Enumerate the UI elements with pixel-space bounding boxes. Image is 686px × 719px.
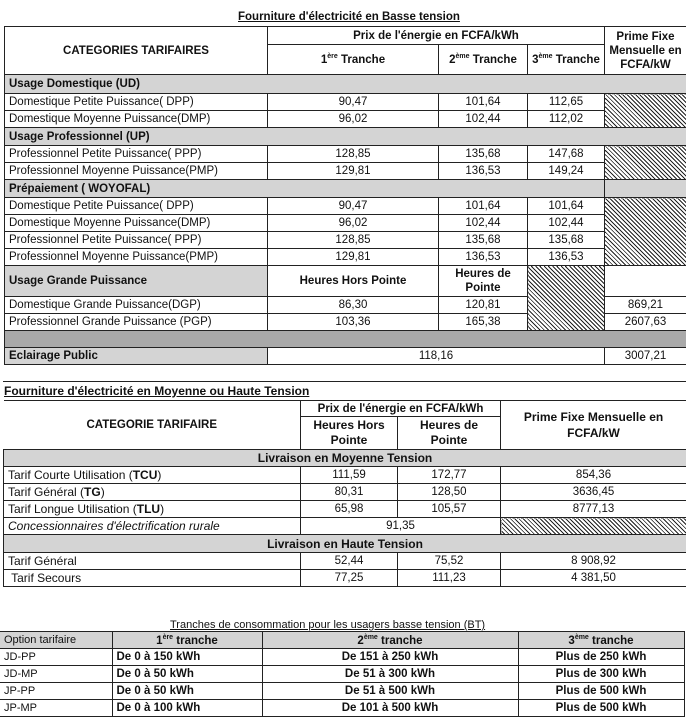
row-label: Domestique Petite Puissance( DPP) (5, 198, 268, 215)
cell: 111,59 (301, 467, 398, 484)
table-row (0, 649, 684, 666)
category-header: CATEGORIE TARIFAIRE (4, 401, 301, 450)
cell: 105,57 (398, 501, 501, 518)
section-grande-puissance: Usage Grande Puissance (5, 266, 268, 297)
cell: De 0 à 50 kWh (112, 666, 262, 683)
cell: 90,47 (268, 198, 439, 215)
cell: 129,81 (268, 163, 439, 180)
cell: 854,36 (501, 467, 686, 484)
cell: 112,02 (528, 111, 605, 128)
tranche2-header: 2ème Tranche (439, 45, 528, 75)
row-label: Tarif Général (4, 553, 301, 570)
table-row (5, 232, 686, 249)
hatched-cell (501, 518, 686, 535)
table-row (0, 700, 684, 717)
section-prepaiement: Prépaiement ( WOYOFAL) (5, 180, 605, 198)
table-row (5, 163, 686, 180)
row-label: Concessionnaires d'électrification rurale (4, 518, 301, 535)
row-label: Tarif Général (TG) (4, 484, 301, 501)
cell: 102,44 (439, 111, 528, 128)
cell: 96,02 (268, 215, 439, 232)
cell: 149,24 (528, 163, 605, 180)
cell: 8777,13 (501, 501, 686, 518)
cell: 4 381,50 (501, 570, 686, 587)
cell: 129,81 (268, 249, 439, 266)
cell: 147,68 (528, 146, 605, 163)
mht-title: Fourniture d'électricité en Moyenne ou Haute Tension (4, 384, 310, 398)
tranches-title: Tranches de consommation pour les usagers basse tension (BT) (170, 619, 486, 631)
cell: 135,68 (528, 232, 605, 249)
row-label: Domestique Moyenne Puissance(DMP) (5, 111, 268, 128)
table-row (0, 683, 684, 700)
section-moyenne-tension: Livraison en Moyenne Tension (4, 450, 686, 467)
row-label: JP-PP (0, 683, 112, 700)
row-label: JD-MP (0, 666, 112, 683)
prime-header: Prime Fixe Mensuelle en FCFA/kW (501, 401, 686, 450)
cell: 101,64 (528, 198, 605, 215)
cell: 96,02 (268, 111, 439, 128)
prime-header: Prime Fixe Mensuelle en FCFA/kW (605, 27, 686, 75)
cell: 91,35 (301, 518, 501, 535)
table-row (5, 249, 686, 266)
cell: 2607,63 (605, 314, 686, 331)
cell: 136,53 (528, 249, 605, 266)
cell: 65,98 (301, 501, 398, 518)
row-label: Professionnel Petite Puissance( PPP) (5, 232, 268, 249)
cell: De 51 à 300 kWh (262, 666, 518, 683)
cell: 111,23 (398, 570, 501, 587)
table-row (5, 348, 686, 365)
table-row (4, 467, 686, 484)
cell: 135,68 (439, 146, 528, 163)
cell: Plus de 250 kWh (518, 649, 684, 666)
cell: 136,53 (439, 249, 528, 266)
cell: 172,77 (398, 467, 501, 484)
cell: 77,25 (301, 570, 398, 587)
tranche3-header: 3ème tranche (518, 632, 684, 649)
cell: Plus de 500 kWh (518, 700, 684, 717)
tranche1-header: 1ère Tranche (268, 45, 439, 75)
hatched-cell (605, 94, 686, 128)
row-label: Professionnel Grande Puissance (PGP) (5, 314, 268, 331)
cell: 102,44 (439, 215, 528, 232)
cell: 135,68 (439, 232, 528, 249)
cell: 128,50 (398, 484, 501, 501)
cell: 80,31 (301, 484, 398, 501)
cell: 8 908,92 (501, 553, 686, 570)
table-row (5, 198, 686, 215)
cell: 102,44 (528, 215, 605, 232)
section-usage-professionnel: Usage Professionnel (UP) (5, 128, 686, 146)
table-row (5, 94, 686, 111)
table-row (5, 215, 686, 232)
hatched-cell (605, 198, 686, 266)
table-row (4, 518, 686, 535)
cell: De 51 à 500 kWh (262, 683, 518, 700)
categories-header: CATEGORIES TARIFAIRES (5, 27, 268, 75)
cell: 103,36 (268, 314, 439, 331)
cell: De 101 à 500 kWh (262, 700, 518, 717)
section-usage-domestique: Usage Domestique (UD) (5, 75, 686, 94)
row-label: Tarif Secours (4, 570, 301, 587)
bt-table (4, 26, 686, 365)
row-label: Domestique Grande Puissance(DGP) (5, 297, 268, 314)
cell: 90,47 (268, 94, 439, 111)
row-label: Professionnel Moyenne Puissance(PMP) (5, 163, 268, 180)
cell: De 0 à 100 kWh (112, 700, 262, 717)
cell: 52,44 (301, 553, 398, 570)
table-row (5, 146, 686, 163)
mht-table (3, 400, 686, 587)
option-header: Option tarifaire (0, 632, 112, 649)
bt-title: Fourniture d'électricité en Basse tension (238, 11, 460, 23)
row-label: Professionnel Moyenne Puissance(PMP) (5, 249, 268, 266)
empty-cell (605, 266, 686, 297)
hhp-header: Heures Hors Pointe (301, 417, 398, 450)
cell: 128,85 (268, 232, 439, 249)
row-label: Tarif Longue Utilisation (TLU) (4, 501, 301, 518)
row-label: JP-MP (0, 700, 112, 717)
hatched-cell (605, 146, 686, 180)
tranche3-header: 3ème Tranche (528, 45, 605, 75)
row-label: Domestique Petite Puissance( DPP) (5, 94, 268, 111)
table-row (4, 553, 686, 570)
table-row (4, 484, 686, 501)
row-label: Domestique Moyenne Puissance(DMP) (5, 215, 268, 232)
cell: 86,30 (268, 297, 439, 314)
cell: 136,53 (439, 163, 528, 180)
section-haute-tension: Livraison en Haute Tension (4, 535, 686, 553)
cell: 3636,45 (501, 484, 686, 501)
hatched-cell (528, 266, 605, 331)
cell: 869,21 (605, 297, 686, 314)
price-header: Prix de l'énergie en FCFA/kWh (268, 27, 605, 45)
tranche2-header: 2ème tranche (262, 632, 518, 649)
row-label: JD-PP (0, 649, 112, 666)
cell: 3007,21 (605, 348, 686, 365)
cell: 112,65 (528, 94, 605, 111)
hp-header: Heures de Pointe (439, 266, 528, 297)
cell: 118,16 (268, 348, 605, 365)
price-header: Prix de l'énergie en FCFA/kWh (301, 401, 501, 417)
tranches-table (0, 631, 685, 717)
table-row (0, 666, 684, 683)
table-row (4, 570, 686, 587)
table-row (5, 111, 686, 128)
mht-title-bar (3, 381, 686, 382)
cell: Plus de 300 kWh (518, 666, 684, 683)
cell: 165,38 (439, 314, 528, 331)
cell: 120,81 (439, 297, 528, 314)
empty-cell (605, 180, 686, 198)
cell: Plus de 500 kWh (518, 683, 684, 700)
cell: De 0 à 50 kWh (112, 683, 262, 700)
hp-header: Heures de Pointe (398, 417, 501, 450)
tranche1-header: 1ère tranche (112, 632, 262, 649)
cell: De 151 à 250 kWh (262, 649, 518, 666)
row-label: Professionnel Petite Puissance( PPP) (5, 146, 268, 163)
cell: 128,85 (268, 146, 439, 163)
row-label: Eclairage Public (5, 348, 268, 365)
separator-bar (5, 331, 686, 348)
row-label: Tarif Courte Utilisation (TCU) (4, 467, 301, 484)
cell: De 0 à 150 kWh (112, 649, 262, 666)
cell: 101,64 (439, 94, 528, 111)
cell: 75,52 (398, 553, 501, 570)
table-row (4, 501, 686, 518)
hhp-header: Heures Hors Pointe (268, 266, 439, 297)
cell: 101,64 (439, 198, 528, 215)
